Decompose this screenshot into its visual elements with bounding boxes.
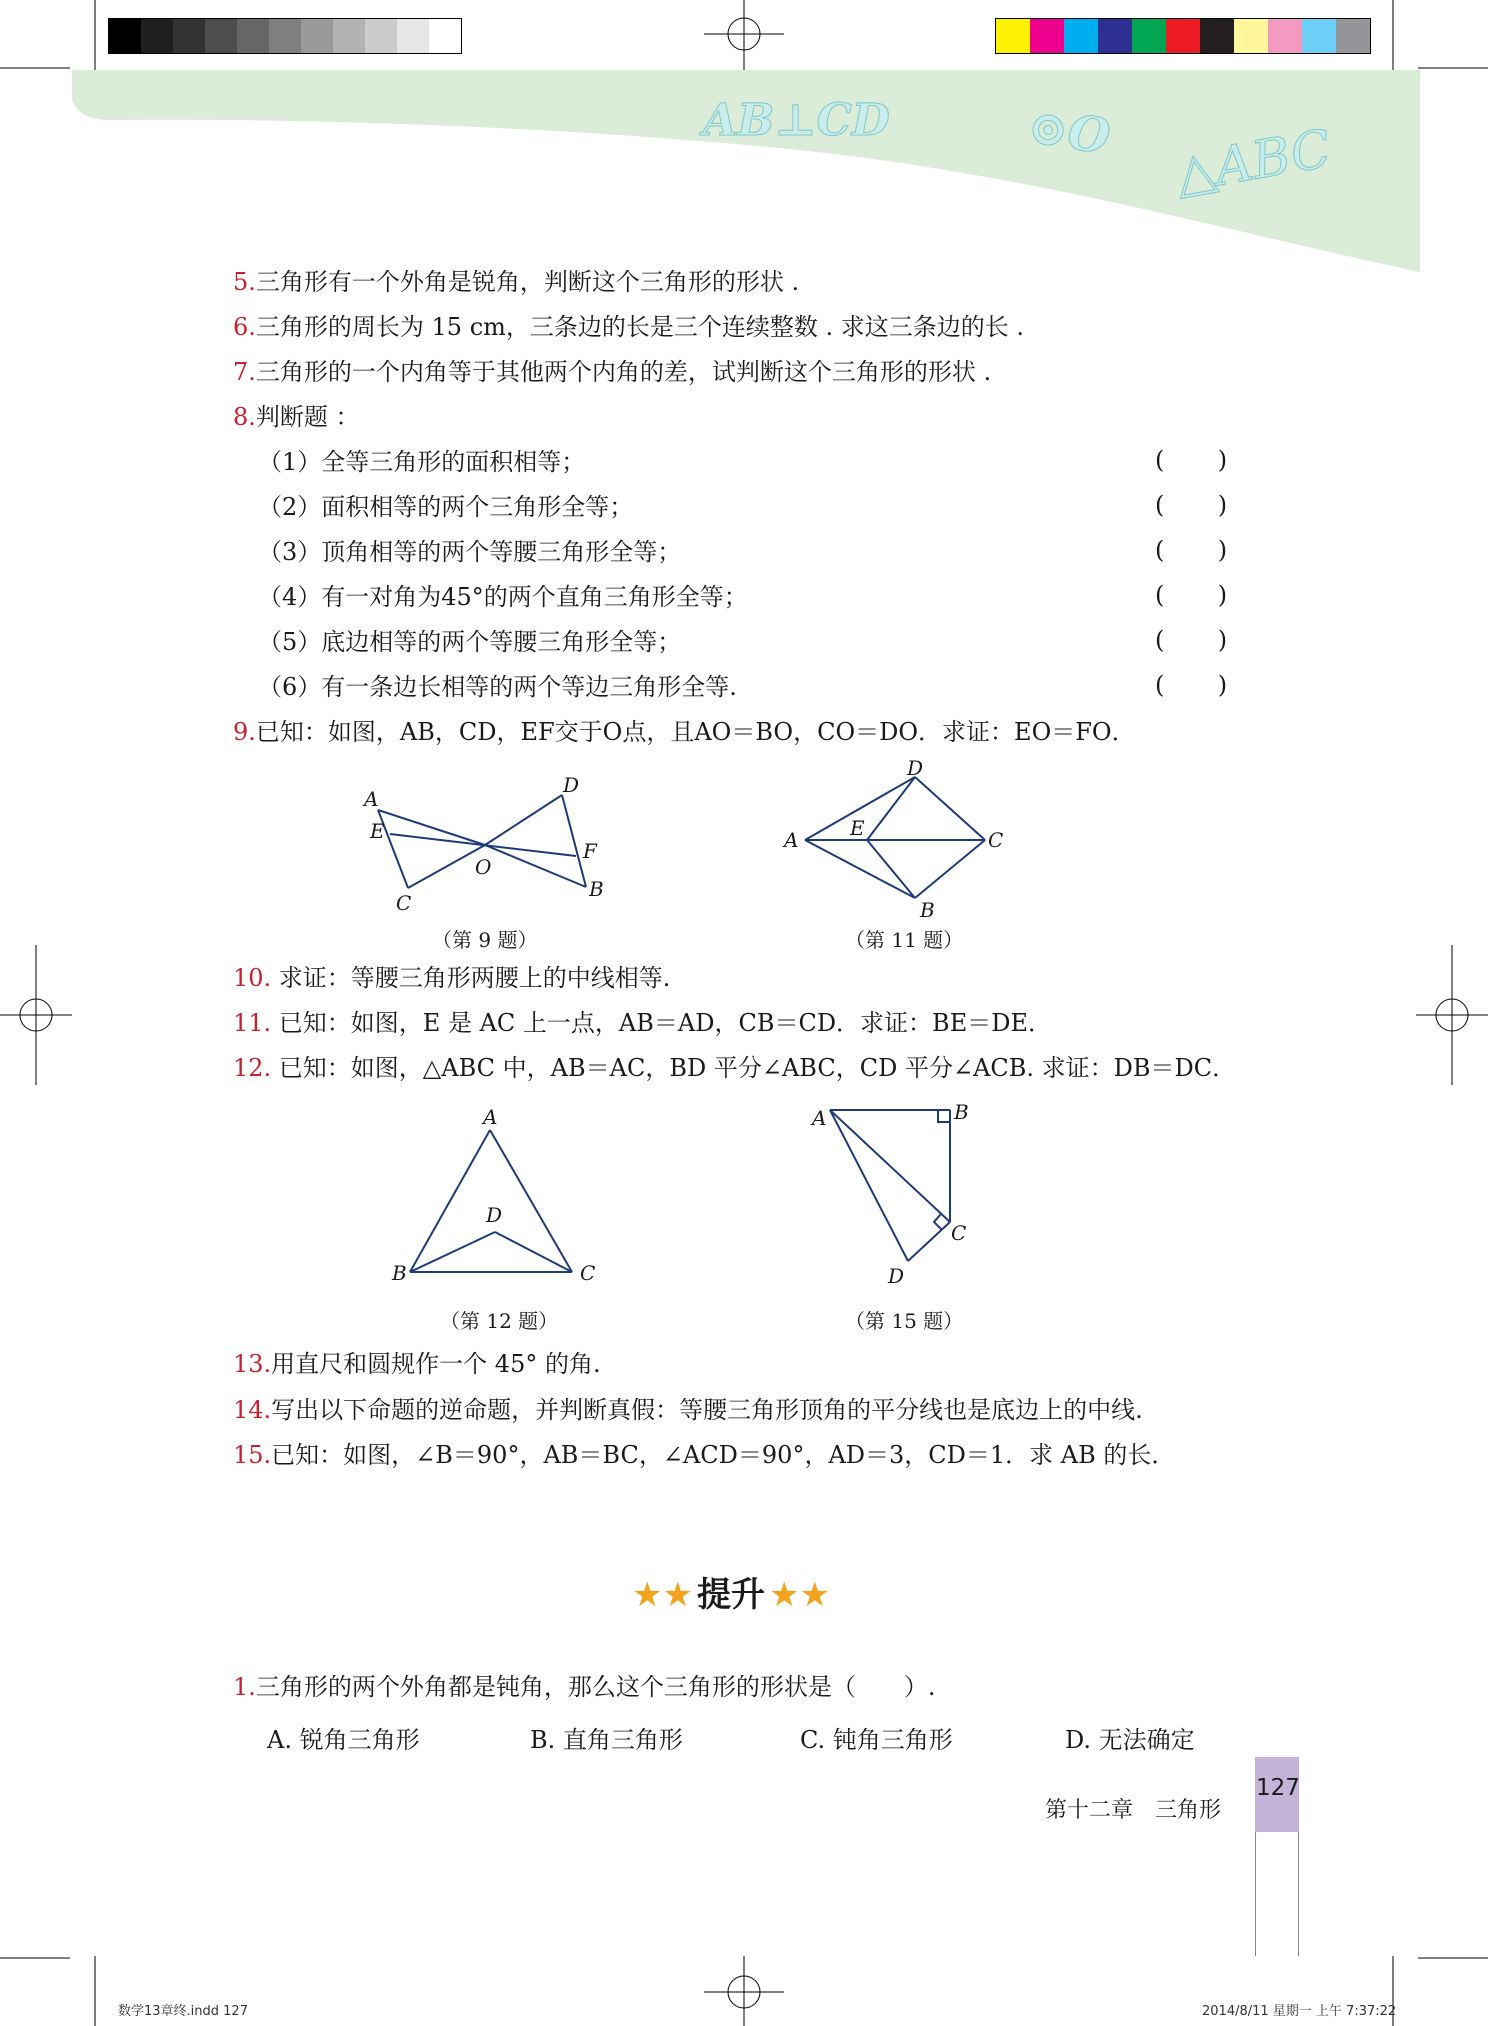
answer-blank[interactable]: ( ): [1155, 446, 1228, 474]
header-deco-perpendicular: AB⊥CD: [703, 95, 890, 146]
question-text: 写出以下命题的逆命题，并判断真假：等腰三角形顶角的平分线也是底边上的中线.: [271, 1396, 1143, 1424]
question-text: 三角形的两个外角都是钝角，那么这个三角形的形状是（ ）.: [255, 1673, 936, 1701]
question-text: 三角形的一个内角等于其他两个内角的差，试判断这个三角形的形状 .: [255, 358, 992, 386]
figure-12-caption: （第 12 题）: [440, 1309, 559, 1333]
question-14: [233, 1394, 1143, 1426]
judgement-item-2: （2）面积相等的两个三角形全等；: [258, 493, 634, 521]
label-B: B: [392, 1261, 407, 1285]
option-d[interactable]: D. 无法确定: [1065, 1726, 1195, 1754]
section-title: 提升: [696, 1575, 765, 1615]
answer-blank[interactable]: ( ): [1155, 671, 1228, 699]
label-A: A: [812, 1106, 827, 1130]
label-D: D: [563, 773, 580, 797]
question-text: 已知：如图，△ABC 中，AB＝AC，BD 平分∠ABC，CD 平分∠ACB. 求证：DB＝DC．: [278, 1054, 1237, 1082]
label-A: A: [483, 1105, 498, 1129]
question-8: [233, 401, 360, 433]
label-D: D: [888, 1264, 905, 1288]
star-icon: ★★: [632, 1575, 693, 1615]
question-text: 已知：如图，AB，CD，EF交于O点，且AO＝BO，CO＝DO．求证：EO＝FO．: [255, 718, 1136, 746]
timestamp: 2014/8/11 星期一 上午 7:37:22: [1202, 2004, 1397, 2019]
label-C: C: [396, 891, 412, 915]
page-number: 127: [1256, 1775, 1300, 1801]
star-icon: ★★: [768, 1575, 830, 1615]
question-number: 7.: [233, 358, 256, 386]
figure-9: [360, 770, 620, 920]
question-number: 6.: [233, 313, 256, 341]
question-number: 14.: [233, 1396, 272, 1424]
label-O: O: [475, 855, 492, 879]
question-number: 12.: [233, 1054, 272, 1082]
question-text: 三角形有一个外角是锐角，判断这个三角形的形状 .: [255, 268, 800, 296]
question-number: 5.: [233, 268, 256, 296]
label-C: C: [951, 1221, 967, 1245]
label-D: D: [907, 756, 924, 780]
judgement-item-1: （1）全等三角形的面积相等；: [258, 448, 586, 476]
question-number: 15.: [233, 1441, 272, 1469]
label-B: B: [589, 877, 604, 901]
figure-15-caption: （第 15 题）: [845, 1309, 964, 1333]
label-A: A: [784, 828, 799, 852]
question-5: [233, 266, 799, 298]
label-E: E: [850, 816, 865, 840]
option-a[interactable]: A. 锐角三角形: [267, 1726, 420, 1754]
chapter-title: 第十二章 三角形: [1045, 1798, 1222, 1823]
question-text: 三角形的周长为 15 cm，三条边的长是三个连续整数 . 求这三条边的长 .: [255, 313, 1025, 341]
option-b[interactable]: B. 直角三角形: [530, 1726, 683, 1754]
question-text: 用直尺和圆规作一个 45° 的角.: [271, 1350, 601, 1378]
question-number: 9.: [233, 718, 256, 746]
question-6: [233, 311, 1024, 343]
figure-12: [380, 1100, 620, 1295]
judgement-item-4: （4）有一对角为45°的两个直角三角形全等；: [258, 583, 748, 611]
question-number: 11.: [233, 1009, 272, 1037]
question-number: 13.: [233, 1350, 272, 1378]
answer-blank[interactable]: ( ): [1155, 626, 1228, 654]
label-F: F: [583, 839, 597, 863]
question-13: [233, 1348, 601, 1380]
figure-15: [800, 1095, 1000, 1295]
question-11: [233, 1007, 1052, 1039]
label-A: A: [364, 787, 379, 811]
question-10: [233, 962, 670, 994]
answer-blank[interactable]: ( ): [1155, 491, 1228, 519]
label-C: C: [988, 828, 1004, 852]
section-heading: [632, 1567, 830, 1616]
label-C: C: [580, 1261, 596, 1285]
question-9: [233, 716, 1136, 748]
label-B: B: [920, 898, 935, 922]
judgement-item-5: （5）底边相等的两个等腰三角形全等；: [258, 628, 682, 656]
label-D: D: [486, 1203, 503, 1227]
page-tab-line: [1255, 1832, 1299, 1956]
judgement-item-3: （3）顶角相等的两个等腰三角形全等；: [258, 538, 682, 566]
question-text: 判断题 ：: [255, 403, 360, 431]
answer-blank[interactable]: ( ): [1155, 536, 1228, 564]
question-text: 求证：等腰三角形两腰上的中线相等.: [278, 964, 671, 992]
figure-9-caption: （第 9 题）: [432, 928, 538, 952]
question-7: [233, 356, 991, 388]
question-number: 8.: [233, 403, 256, 431]
option-c[interactable]: C. 钝角三角形: [800, 1726, 953, 1754]
question-number: 1.: [233, 1673, 256, 1701]
answer-blank[interactable]: ( ): [1155, 581, 1228, 609]
figure-11: [780, 755, 1020, 925]
question-15: [233, 1439, 1175, 1471]
file-info: 数学13章终.indd 127: [118, 2004, 248, 2019]
header-deco-circle: ⊙O: [1024, 98, 1114, 166]
question-number: 10.: [233, 964, 272, 992]
label-B: B: [954, 1100, 969, 1124]
tisheng-question-1: [233, 1671, 936, 1703]
question-12: [233, 1052, 1236, 1084]
question-text: 已知：如图，E 是 AC 上一点，AB＝AD，CB＝CD．求证：BE＝DE．: [278, 1009, 1052, 1037]
judgement-item-6: （6）有一条边长相等的两个等边三角形全等.: [258, 673, 737, 701]
figure-11-caption: （第 11 题）: [845, 928, 964, 952]
question-text: 已知：如图，∠B＝90°，AB＝BC，∠ACD＝90°，AD＝3，CD＝1．求 AB 的长．: [271, 1441, 1176, 1469]
label-E: E: [370, 819, 385, 843]
header-deco-triangle: △ABC: [1170, 118, 1336, 206]
